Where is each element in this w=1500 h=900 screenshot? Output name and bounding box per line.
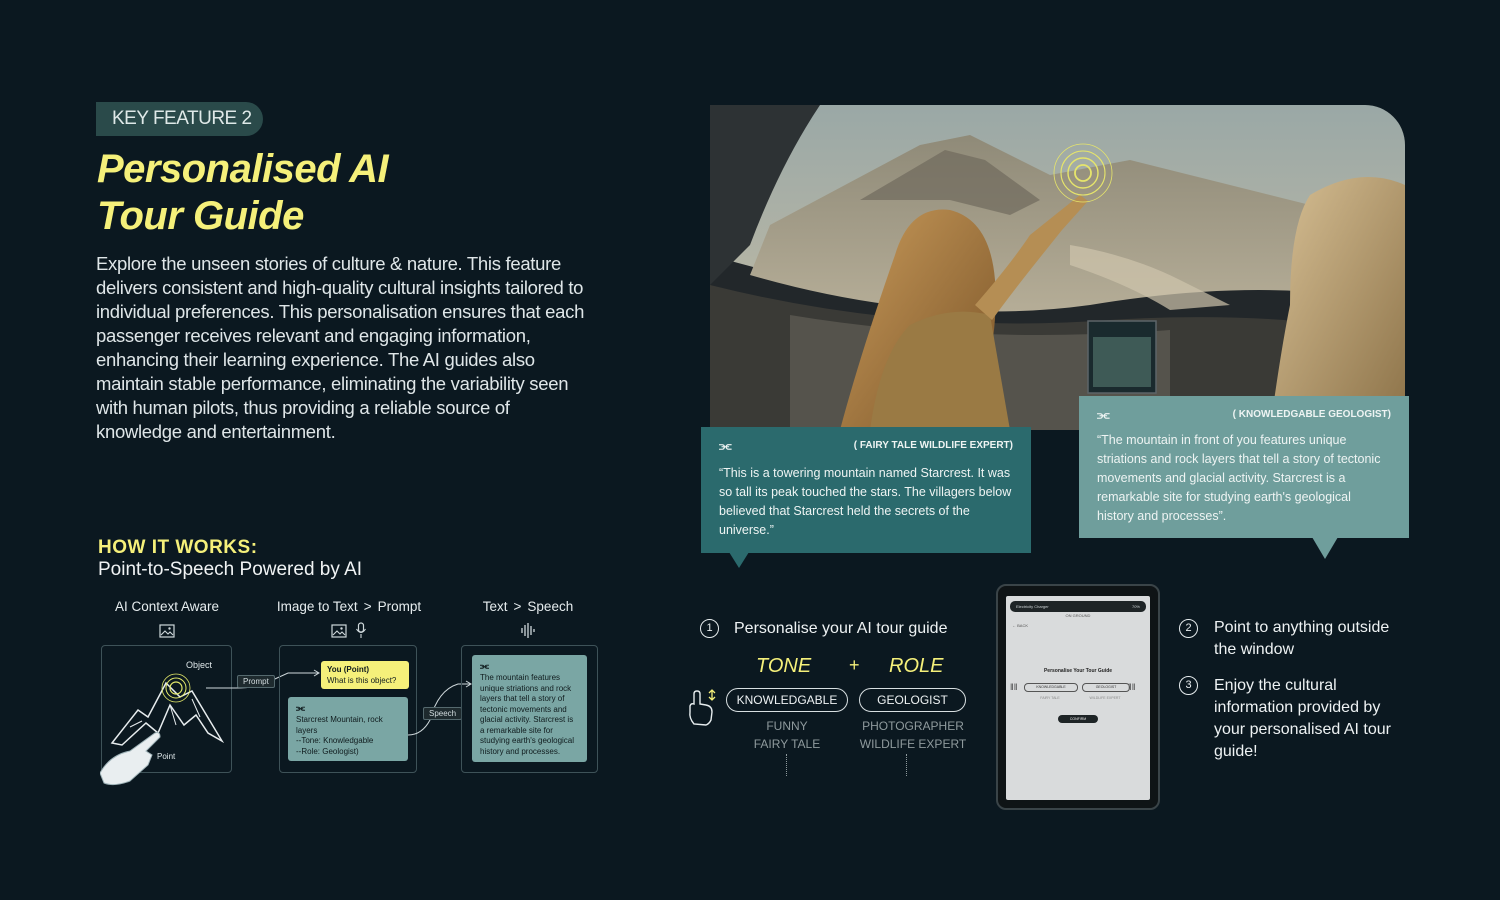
role-option-list [853, 717, 973, 753]
brand-logo-icon: ⫘ [1097, 406, 1110, 422]
step-3-number: 3 [1179, 676, 1198, 695]
role-label: ROLE [889, 655, 944, 677]
col-text-to-speech: Text > Speech [482, 599, 574, 614]
answer-bubble: ⫘ The mountain features unique striations and rock layers that tell a story of tectonic movements and glacial activity. Starcrest is a remarkable site for studying earth's geological history and processes. [472, 655, 587, 762]
brand-logo-icon: ⫘ [296, 703, 305, 714]
point-label: Point [157, 752, 176, 761]
page-title [97, 146, 388, 240]
feature-tag: KEY FEATURE 2 [96, 102, 263, 136]
tablet-tone-pill[interactable]: KNOWLEDGABLE [1024, 683, 1078, 692]
role-option-selected[interactable]: GEOLOGIST [859, 688, 966, 712]
tablet-role-alt: WILDLIFE EXPERT [1089, 696, 1121, 700]
tablet-mode: ON GROUND [1065, 613, 1091, 618]
title-line-2: Tour Guide [97, 194, 304, 238]
soundwave-icon: ‖‖ [1010, 682, 1018, 692]
brand-logo-icon: ⫘ [719, 437, 732, 453]
prompt-meta-bubble: ⫘ Starcrest Mountain, rock layers --Tone: Knowledgable --Role: Geologist) [288, 697, 408, 761]
passenger-photo [710, 105, 1405, 430]
title-line-1: Personalised AI [97, 147, 389, 191]
fairy-tale-tag: ( FAIRY TALE WILDLIFE EXPERT) [853, 440, 1013, 451]
hand-swipe-icon [688, 688, 718, 726]
image-icon [331, 624, 347, 638]
speech-tag: Speech [423, 707, 462, 720]
plus-sign: + [849, 655, 860, 675]
soundwave-icon [520, 623, 536, 638]
step-3-text: Enjoy the cultural information provided by your personalised AI tour guide! [1214, 677, 1391, 760]
col-ai-context: AI Context Aware [114, 599, 220, 614]
soundwave-icon: ‖‖ [1128, 682, 1136, 692]
tablet-status-bar: Electricity Charger 70% [1010, 601, 1146, 612]
tone-option[interactable]: FAIRY TALE [753, 737, 821, 751]
tablet-tone-alt: FAIRY TALE [1040, 696, 1060, 700]
role-option[interactable]: PHOTOGRAPHER [862, 719, 964, 733]
intro-paragraph: Explore the unseen stories of culture & nature. This feature delivers consistent and high-quality cultural insights tailored to individual preferences. This personalisation ensures that each passenger receives relevant and engaging information, enhancing their learning experience. The AI guides also maintain stable performance, eliminating the variability seen with human pilots, thus providing a reliable source of knowledge and entertainment. [96, 253, 585, 442]
how-it-works-subheading: Point-to-Speech Powered by AI [98, 559, 363, 580]
geologist-speech-bubble [1079, 396, 1409, 538]
bubble-tail [729, 552, 749, 570]
brand-logo-icon: ⫘ [480, 661, 489, 672]
step-2-text: Point to anything outside the window [1214, 619, 1390, 658]
you-point-bubble: You (Point) What is this object? [321, 661, 409, 689]
tone-option[interactable]: FUNNY [766, 719, 808, 733]
how-it-works-heading: HOW IT WORKS: [98, 537, 258, 558]
tablet-screen [1006, 596, 1150, 800]
tone-option-selected[interactable]: KNOWLEDGABLE [726, 688, 848, 712]
prompt-tag: Prompt [237, 675, 275, 688]
more-indicator [906, 754, 907, 776]
microphone-icon [355, 622, 367, 639]
col-image-to-text: Image to Text > Prompt [276, 599, 422, 614]
step-1-text: Personalise your AI tour guide [734, 620, 948, 637]
image-icon [159, 624, 175, 638]
bubble-tail [1312, 537, 1338, 559]
step-1-number: 1 [700, 619, 719, 638]
tablet-back-button[interactable]: ← BACK [1012, 623, 1029, 628]
tone-label: TONE [756, 655, 812, 677]
tablet-heading: Personalise Your Tour Guide [1043, 668, 1113, 674]
more-indicator [786, 754, 787, 776]
step-2-number: 2 [1179, 619, 1198, 638]
tone-option-list [726, 717, 848, 753]
geologist-text: “The mountain in front of you features unique striations and rock layers that tell a story of tectonic movements and glacial activity. Starcrest is a remarkable site for studying earth's geological history and processes”. [1097, 433, 1381, 523]
geologist-tag: ( KNOWLEDGABLE GEOLOGIST) [1232, 409, 1391, 420]
tablet-confirm-button[interactable]: CONFIRM [1058, 715, 1098, 723]
fairy-tale-text: “This is a towering mountain named Starcrest. It was so tall its peak touched the stars. The villagers below believed that Starcrest held the secrets of the universe.” [719, 466, 1012, 537]
role-option[interactable]: WILDLIFE EXPERT [859, 737, 967, 751]
object-label: Object [186, 660, 213, 670]
tablet-device [996, 584, 1160, 810]
fairy-tale-speech-bubble [701, 427, 1031, 553]
tablet-role-pill[interactable]: GEOLOGIST [1082, 683, 1130, 692]
